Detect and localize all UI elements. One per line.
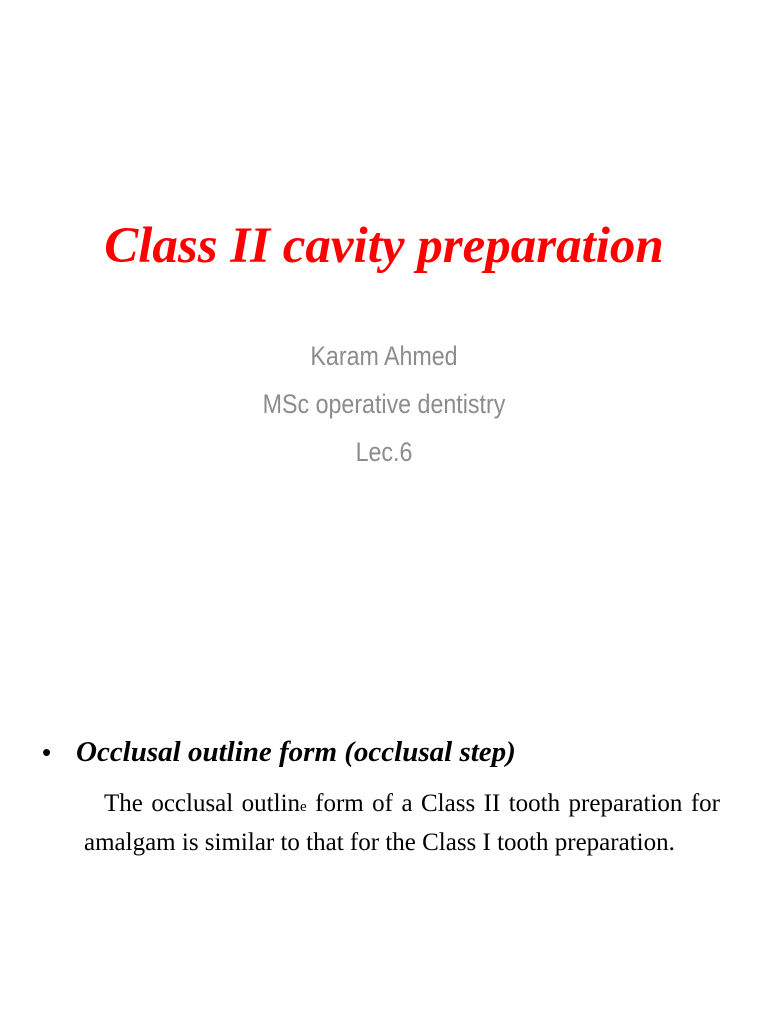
bullet-section <box>42 736 732 860</box>
paragraph-text-start: The occlusal outlin <box>104 790 301 817</box>
bullet-marker: • <box>42 737 52 767</box>
slide-title: Class II cavity preparation <box>104 218 664 274</box>
author-name: Karam Ahmed <box>310 341 458 371</box>
bullet-item <box>42 736 732 778</box>
subtitle-block <box>54 332 714 476</box>
body-paragraph <box>84 786 720 860</box>
author-degree: MSc operative dentistry <box>262 389 506 419</box>
paragraph-text-end: form of a Class II tooth preparation for amalgam is similar to that for the Class I tooth preparation. <box>84 790 720 856</box>
paragraph-small-char: e <box>300 799 307 815</box>
bullet-heading: Occlusal outline form (occlusal step) <box>76 736 516 768</box>
lecture-number: Lec.6 <box>355 437 413 467</box>
